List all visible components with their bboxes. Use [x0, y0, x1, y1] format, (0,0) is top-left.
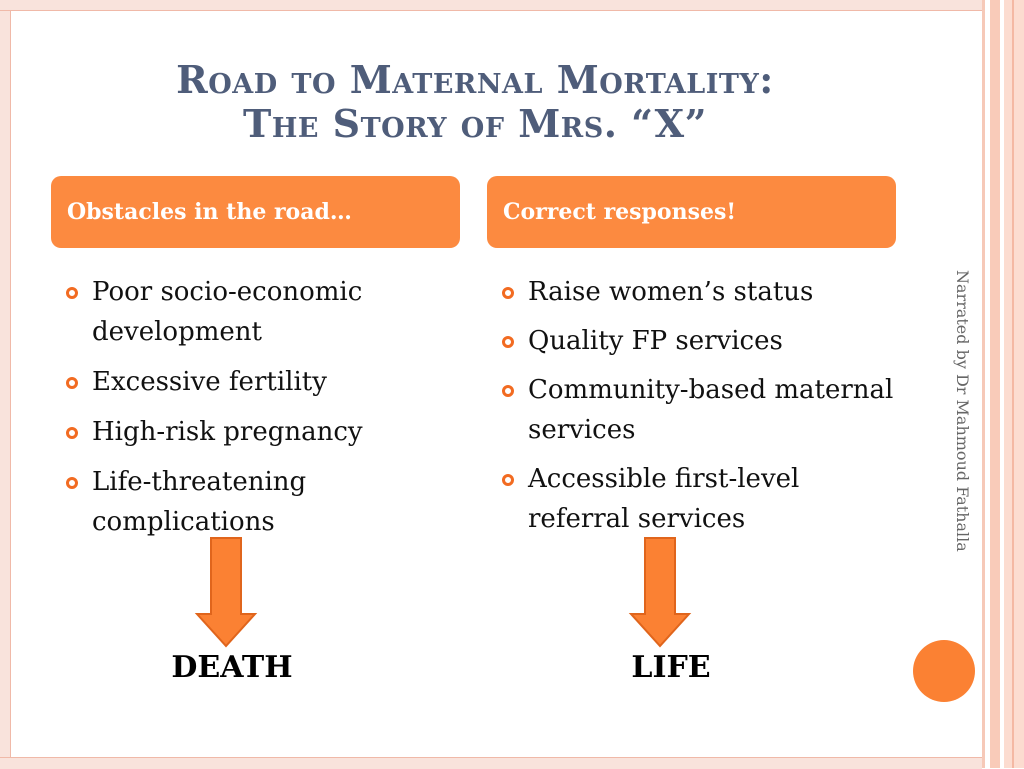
bullet-icon: [66, 427, 78, 439]
frame-left-border: [0, 0, 11, 768]
decorative-stripe: [1004, 0, 1024, 768]
list-item-text: Excessive fertility: [92, 367, 327, 397]
down-arrow-icon: [194, 536, 258, 648]
narrator-credit: Narrated by Dr Mahmoud Fathalla: [953, 270, 972, 552]
list-item-text: High-risk pregnancy: [92, 417, 363, 447]
list-item-text: Community-based maternal services: [528, 375, 894, 445]
obstacles-header-label: Obstacles in the road…: [67, 199, 352, 225]
down-arrow-icon: [628, 536, 692, 648]
bullet-icon: [66, 377, 78, 389]
life-outcome: LIFE: [631, 650, 711, 685]
list-item-text: Poor socio-economic development: [92, 277, 363, 347]
bullet-icon: [502, 287, 514, 299]
list-item-text: Quality FP services: [528, 326, 783, 356]
bullet-icon: [502, 385, 514, 397]
list-item: [502, 459, 902, 539]
list-item: [66, 272, 446, 352]
death-outcome: DEATH: [171, 650, 293, 685]
obstacles-list: [66, 272, 446, 552]
frame-bottom-border: [0, 757, 982, 769]
obstacles-header: [51, 176, 460, 248]
list-item: [66, 362, 446, 402]
list-item-text: Raise women’s status: [528, 277, 814, 307]
frame-top-border: [0, 0, 982, 11]
list-item-text: Life-threatening complications: [92, 467, 307, 537]
bullet-icon: [502, 336, 514, 348]
list-item: [502, 321, 902, 361]
decorative-circle: [913, 640, 975, 702]
bullet-icon: [66, 477, 78, 489]
decorative-stripe: [990, 0, 1000, 768]
list-item: [66, 462, 446, 542]
bullet-icon: [66, 287, 78, 299]
responses-header: [487, 176, 896, 248]
list-item: [502, 370, 902, 450]
slide-title-line-2: The Story of Mrs. “X”: [243, 101, 707, 146]
decorative-stripe: [1012, 0, 1014, 768]
list-item: [66, 412, 446, 452]
list-item: [502, 272, 902, 312]
list-item-text: Accessible first-level referral services: [528, 464, 800, 534]
slide-title-line-1: Road to Maternal Mortality:: [176, 57, 774, 102]
responses-list: [502, 272, 902, 548]
bullet-icon: [502, 474, 514, 486]
responses-header-label: Correct responses!: [503, 199, 737, 225]
slide-title: [60, 58, 890, 146]
